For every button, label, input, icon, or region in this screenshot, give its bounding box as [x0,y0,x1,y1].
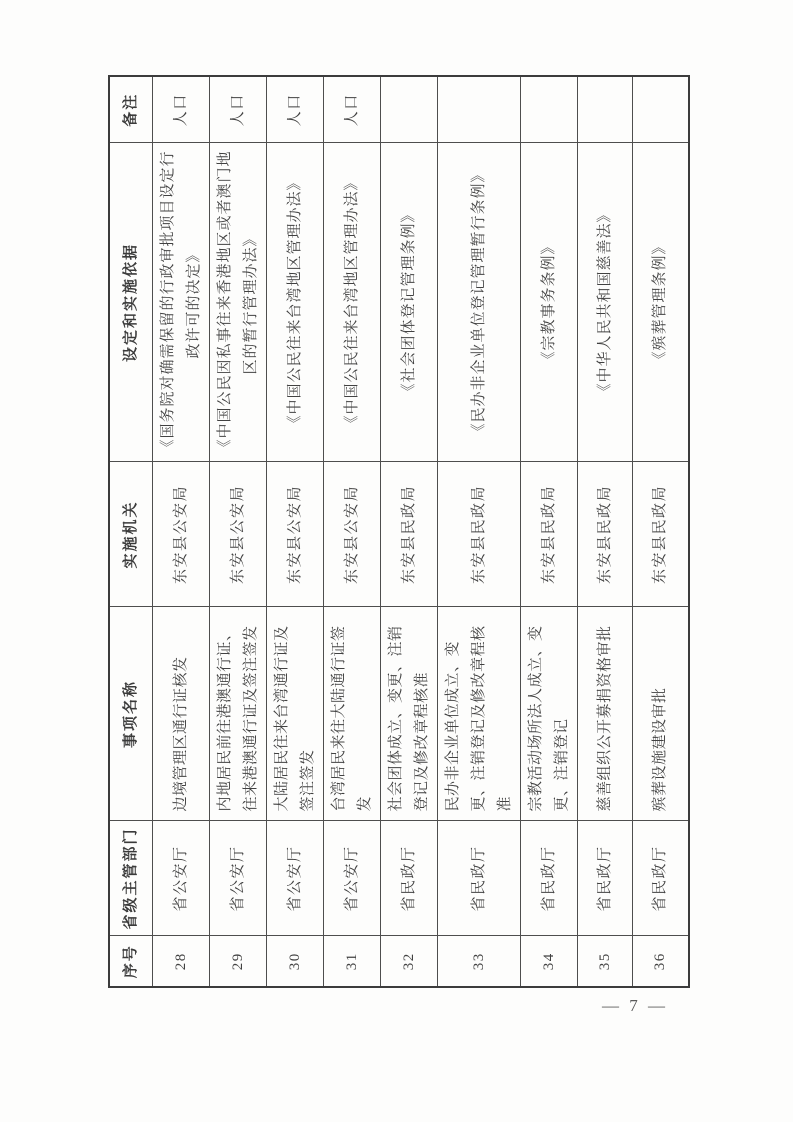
table-row [209,76,266,987]
cell-item-name: 台湾居民来往大陆通行证签发 [323,607,380,821]
table-row [380,76,437,987]
cell-implementing-agency: 东安县民政局 [633,462,689,607]
cell-serial-number: 30 [266,936,323,987]
cell-legal-basis: 《国务院对确需保留的行政审批项目设定行政许可的决定》 [152,143,209,462]
table-row [633,76,689,987]
cell-remark [437,76,520,143]
cell-remark [380,76,437,143]
table-row [577,76,633,987]
cell-serial-number: 32 [380,936,437,987]
cell-serial-number: 36 [633,936,689,987]
header-legal-basis: 设定和实施依据 [109,143,152,462]
cell-item-name: 大陆居民往来台湾通行证及签注签发 [266,607,323,821]
table-row [323,76,380,987]
approval-items-table [108,75,690,988]
header-serial-number: 序号 [109,936,152,987]
cell-item-name: 宗教活动场所法人成立、变更、注销登记 [520,607,577,821]
cell-legal-basis: 《宗教事务条例》 [520,143,577,462]
cell-implementing-agency: 东安县民政局 [437,462,520,607]
rotated-table-container [108,77,669,988]
cell-remark: 人口 [209,76,266,143]
cell-provincial-department: 省公安厅 [266,821,323,936]
cell-serial-number: 28 [152,936,209,987]
cell-remark [577,76,633,143]
cell-provincial-department: 省公安厅 [323,821,380,936]
cell-provincial-department: 省公安厅 [209,821,266,936]
page-number: — 7 — [602,996,668,1015]
table-row [266,76,323,987]
cell-remark: 人口 [152,76,209,143]
cell-item-name: 慈善组织公开募捐资格审批 [577,607,633,821]
cell-remark: 人口 [266,76,323,143]
cell-item-name: 内地居民前往港澳通行证、往来港澳通行证及签注签发 [209,607,266,821]
cell-implementing-agency: 东安县公安局 [266,462,323,607]
cell-item-name: 民办非企业单位成立、变更、注销登记及修改章程核准 [437,607,520,821]
cell-legal-basis: 《社会团体登记管理条例》 [380,143,437,462]
cell-legal-basis: 《中华人民共和国慈善法》 [577,143,633,462]
cell-provincial-department: 省民政厅 [437,821,520,936]
header-remarks: 备注 [109,76,152,143]
cell-implementing-agency: 东安县公安局 [209,462,266,607]
cell-implementing-agency: 东安县民政局 [520,462,577,607]
cell-provincial-department: 省民政厅 [633,821,689,936]
cell-implementing-agency: 东安县公安局 [152,462,209,607]
cell-provincial-department: 省公安厅 [152,821,209,936]
header-item-name: 事项名称 [109,607,152,821]
cell-legal-basis: 《中国公民往来台湾地区管理办法》 [323,143,380,462]
cell-item-name: 殡葬设施建设审批 [633,607,689,821]
cell-provincial-department: 省民政厅 [520,821,577,936]
cell-serial-number: 31 [323,936,380,987]
cell-legal-basis: 《中国公民因私事往来香港地区或者澳门地区的暂行管理办法》 [209,143,266,462]
cell-remark [520,76,577,143]
cell-item-name: 社会团体成立、变更、注销登记及修改章程核准 [380,607,437,821]
table-body [152,76,689,987]
cell-remark [633,76,689,143]
cell-provincial-department: 省民政厅 [577,821,633,936]
cell-implementing-agency: 东安县民政局 [380,462,437,607]
cell-legal-basis: 《中国公民往来台湾地区管理办法》 [266,143,323,462]
cell-serial-number: 35 [577,936,633,987]
table-row [152,76,209,987]
cell-legal-basis: 《殡葬管理条例》 [633,143,689,462]
table-header-row [109,76,152,987]
cell-implementing-agency: 东安县民政局 [577,462,633,607]
header-implementing-agency: 实施机关 [109,462,152,607]
cell-remark: 人口 [323,76,380,143]
cell-serial-number: 34 [520,936,577,987]
cell-implementing-agency: 东安县公安局 [323,462,380,607]
header-provincial-department: 省级主管部门 [109,821,152,936]
cell-serial-number: 33 [437,936,520,987]
table-row [520,76,577,987]
cell-provincial-department: 省民政厅 [380,821,437,936]
cell-serial-number: 29 [209,936,266,987]
table-row [437,76,520,987]
cell-legal-basis: 《民办非企业单位登记管理暂行条例》 [437,143,520,462]
cell-item-name: 边境管理区通行证核发 [152,607,209,821]
